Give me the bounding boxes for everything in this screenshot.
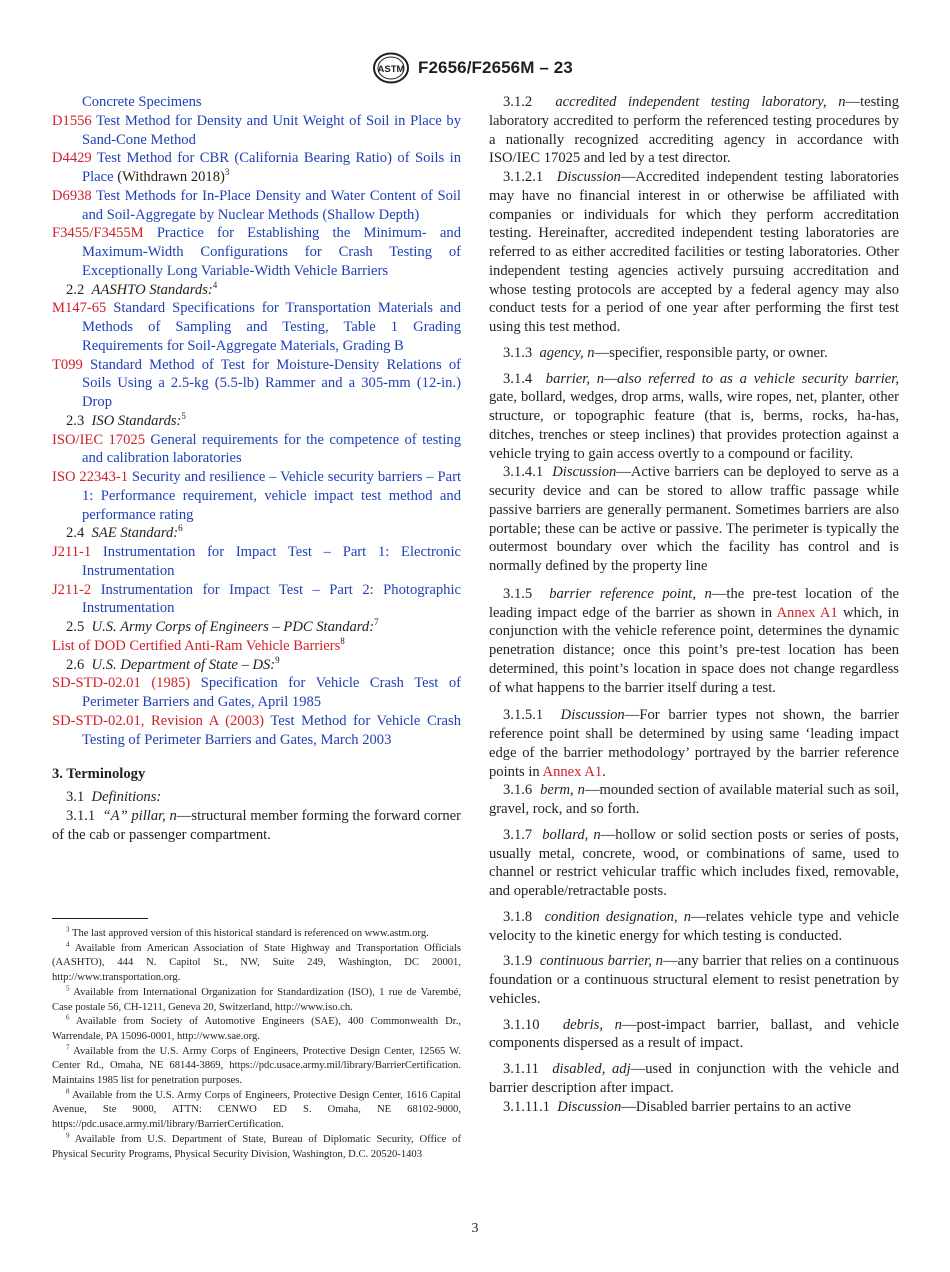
footnote-ref: 7 <box>374 617 379 628</box>
definition-3-1-9 <box>489 952 899 1008</box>
section-number: 3.1.2 <box>503 94 533 110</box>
section-label: U.S. Army Corps of Engineers – PDC Standard: <box>91 619 375 635</box>
left-column <box>52 93 461 844</box>
ref-title[interactable]: Security and resilience – Vehicle security barriers – Part 1: Performance requirement, vehicle impact test method and performance rating <box>82 469 461 523</box>
ref-title[interactable]: Test Methods for In-Place Density and Water Content of Soil and Soil-Aggregate by Nuclear Methods (Shallow Depth) <box>82 187 461 223</box>
ref-code[interactable]: D4429 <box>52 150 92 167</box>
ref-title[interactable]: Specification for Vehicle Crash Test of Perimeter Barriers and Gates, April 1985 <box>82 675 461 710</box>
discussion-text: . <box>602 763 606 780</box>
ref-sd-std-1985 <box>52 674 461 712</box>
ref-title[interactable]: Standard Specifications for Transportation Materials and Methods of Sampling and Testing, Table 1 Grading Requirements for Soil-Aggregate Materials, Grading B <box>82 300 461 354</box>
ref-title[interactable]: Test Method for Vehicle Crash Testing of Perimeter Barriers and Gates, March 2003 <box>82 712 461 748</box>
definition-text: —mounded section of available material such as soil, gravel, rock, and so forth. <box>489 782 899 817</box>
definition-3-1-4 <box>489 370 899 464</box>
definition-3-1-11 <box>489 1060 899 1098</box>
footnote-number: 9 <box>66 1131 70 1140</box>
definition-3-1-10 <box>489 1016 899 1054</box>
footnote-number: 3 <box>66 925 70 934</box>
discussion-label: Discussion <box>552 464 617 481</box>
definition-3-1-5 <box>489 585 899 698</box>
ref-iso-22343 <box>52 468 461 524</box>
definition-text: —any barrier that relies on a continuous foundation or a continuous structural element to resist penetration by vehicles. <box>489 953 900 1007</box>
ref-code[interactable]: SD-STD-02.01 (1985) <box>52 675 191 692</box>
section-number: 3.1.11.1 <box>503 1098 550 1115</box>
ref-code[interactable]: J211-2 <box>52 581 92 598</box>
definition-text: —relates vehicle type and vehicle velocity to the kinetic energy for which testing is conducted. <box>489 908 899 944</box>
footnote-ref: 6 <box>178 523 183 534</box>
footnote-number: 4 <box>66 940 70 949</box>
section-number: 3.1.7 <box>503 826 533 843</box>
section-number: 2.2 <box>66 281 85 298</box>
defined-term: berm, n <box>540 782 585 799</box>
ref-d6938 <box>52 187 461 225</box>
section-number: 3.1.8 <box>503 908 533 925</box>
footnote-text: The last approved version of this historical standard is referenced on www.astm.org. <box>71 928 429 939</box>
ref-title[interactable]: Practice for Establishing the Minimum- and Maximum-Width Configurations for Crash Testing of Exceptionally Long Variable-Width Vehicle Barriers <box>82 225 461 279</box>
section-number: 3.1.3 <box>503 344 533 361</box>
discussion-label: Discussion <box>556 169 621 185</box>
footnote-text: Available from the U.S. Army Corps of Engineers, Protective Design Center, 1616 Capital Avenue, Ste 9000, ATTN: CENWO ED S. Omaha, NE 68102-9000, https://pdc.usace.army.mil/library/BarrierCertification. <box>52 1089 461 1131</box>
definition-3-1-3 <box>489 344 899 363</box>
section-2-6 <box>52 656 461 675</box>
section-number: 3.1.10 <box>503 1016 540 1033</box>
section-number: 2.6 <box>66 656 85 673</box>
section-label: ISO Standards: <box>91 412 182 429</box>
footnote-4 <box>52 942 461 986</box>
ref-m147 <box>52 299 461 355</box>
section-number: 3.1.5.1 <box>503 707 544 724</box>
footnote-ref: 3 <box>224 167 230 178</box>
footnote-number: 7 <box>66 1043 70 1052</box>
defined-term: continuous barrier, n <box>539 953 663 970</box>
ref-code[interactable]: T099 <box>52 356 83 373</box>
discussion-text: —Active barriers can be deployed to serve as a security device and can be stored to allow traffic passage while passive barriers are generally permanent. Sometimes barriers are also portable; these can be active or passive. The perimeter is typically the outermost boundary over which the facility has control and is normally defined by the property line <box>489 464 900 574</box>
ref-code[interactable]: F3455/F3455M <box>52 225 144 242</box>
annex-a1-link[interactable]: Annex A1 <box>776 604 838 621</box>
section-2-2 <box>52 281 461 300</box>
discussion-3-1-2-1 <box>489 168 899 337</box>
footnote-text: Available from Society of Automotive Engineers (SAE), 400 Commonwealth Dr., Warrendale, PA 15096-0001, http://www.sae.org. <box>52 1016 461 1042</box>
section-number: 3.1.6 <box>503 782 533 799</box>
ref-code[interactable]: J211-1 <box>52 544 92 560</box>
section-number: 3.1.4 <box>503 370 533 387</box>
section-label: AASHTO Standards: <box>91 281 213 298</box>
section-number: 3.1.5 <box>503 585 533 602</box>
ref-title[interactable]: Instrumentation for Impact Test – Part 2: Photographic Instrumentation <box>82 581 461 617</box>
ref-t099 <box>52 356 461 412</box>
ref-title[interactable]: General requirements for the competence of testing and calibration laboratories <box>82 431 461 467</box>
definition-text: —post-impact barrier, ballast, and vehicle components dispersed as a result of impact. <box>489 1016 900 1052</box>
ref-withdrawn-note: (Withdrawn 2018) <box>113 169 225 185</box>
section-number: 3.1.2.1 <box>503 169 544 185</box>
section-number: 2.3 <box>66 412 85 429</box>
definition-3-1-7 <box>489 826 899 901</box>
discussion-label: Discussion <box>560 707 625 724</box>
section-label: Definitions: <box>91 789 162 805</box>
footnote-ref: 4 <box>212 279 218 290</box>
discussion-3-1-5-1 <box>489 706 899 781</box>
footnote-ref: 9 <box>275 654 280 665</box>
astm-logo <box>372 52 410 84</box>
ref-title[interactable]: Test Method for CBR (California Bearing Ratio) of Soils in Place <box>82 150 461 185</box>
ref-f3455 <box>52 224 461 280</box>
section-3-heading: 3. Terminology <box>52 766 146 783</box>
section-number: 3.1.1 <box>66 807 96 824</box>
discussion-text: —For barrier types not shown, the barrier reference point shall be determined by using same ‘leading impact edge of the barrier methodology’ portrayed by the barrier reference points in <box>489 707 899 780</box>
ref-code[interactable]: M147-65 <box>52 300 107 317</box>
ref-code[interactable]: SD-STD-02.01, Revision A (2003) <box>52 712 265 729</box>
footnote-ref: 5 <box>181 410 186 421</box>
definition-text: —the pre-test location of the leading impact edge of the barrier as shown in <box>489 585 899 621</box>
section-2-3 <box>52 412 461 431</box>
defined-term: barrier reference point, n <box>549 585 712 602</box>
footnote-text: Available from International Organization for Standardization (ISO), 1 rue de Varembé, Case postale 56, CH-1211, Geneva 20, Switzerland, http://www.iso.ch. <box>52 986 461 1013</box>
section-number: 2.5 <box>66 619 85 635</box>
ref-d4429 <box>52 149 461 187</box>
ref-title[interactable]: Instrumentation for Impact Test – Part 1: Electronic Instrumentation <box>82 544 461 579</box>
ref-code[interactable]: D6938 <box>52 187 92 204</box>
definition-3-1-6 <box>489 781 899 819</box>
ref-code[interactable]: D1556 <box>52 112 92 129</box>
discussion-3-1-4-1 <box>489 463 899 576</box>
footnotes <box>52 927 461 1162</box>
defined-term: bollard, n <box>542 826 601 843</box>
definition-text: —used in conjunction with the vehicle and barrier description after impact. <box>489 1061 900 1096</box>
right-column <box>489 93 899 1116</box>
section-label: U.S. Department of State – DS: <box>91 656 276 673</box>
definition-text: which, in conjunction with the vehicle reference point, determines the dynamic penetration distance; once this point’s pre-test location has been determined, this point’s location in space does not change regardless of what happens to the barrier itself during a test. <box>489 604 899 696</box>
definition-text: gate, bollard, wedges, drop arms, walls, wire ropes, net, planter, other structure, or topographic feature (that is, berms, rocks, ha-has, ditches, trenches or steep inclines) that provides protection against a vehicle trying to gain access overtly to a compound or facility. <box>489 389 899 462</box>
section-number: 3.1.4.1 <box>503 464 544 481</box>
ref-d1556 <box>52 112 461 150</box>
section-3-1 <box>52 788 461 807</box>
footnote-number: 6 <box>66 1013 70 1022</box>
footnote-divider <box>52 918 148 919</box>
discussion-label: Discussion <box>557 1098 622 1115</box>
footnote-9 <box>52 1133 461 1162</box>
ref-title[interactable]: Test Method for Density and Unit Weight of Soil in Place by Sand-Cone Method <box>82 112 461 148</box>
ref-code[interactable]: List of DOD Certified Anti-Ram Vehicle Barriers <box>52 637 341 654</box>
defined-term: barrier, n—also referred to as a vehicle security barrier, <box>545 370 899 387</box>
ref-code[interactable]: ISO 22343-1 <box>52 469 129 485</box>
definition-text: —structural member forming the forward corner of the cab or passenger compartment. <box>52 807 461 843</box>
footnote-number: 8 <box>66 1087 70 1096</box>
footnote-text: Available from the U.S. Army Corps of Engineers, Protective Design Center, 12565 W. Center Rd., Omaha, NE 68144-3869, https://pdc.usace.army.mil/library/BarrierCertification. Maintains 1985 list for penetration purposes. <box>52 1045 461 1087</box>
section-number: 3.1 <box>66 789 85 805</box>
page-header <box>0 52 950 86</box>
defined-term: “A” pillar, n <box>102 807 177 824</box>
footnote-text: Available from U.S. Department of State, Bureau of Diplomatic Security, Office of Physical Security Programs, Physical Security Division, Washington, D.C. 20520-1403 <box>52 1133 461 1160</box>
footnote-ref: 8 <box>340 635 345 646</box>
ref-j211-1 <box>52 543 461 581</box>
standard-designation: F2656/F2656M – 23 <box>418 58 573 77</box>
discussion-text: —Accredited independent testing laboratories may have no financial interest in or otherwise be affiliated with companies or individuals for which they perform accreditation testing. Hereinafter, accredited independent testing laboratories are referred to as either accredited facilities or testing laboratories. Other independent testing agencies actively pursuing accreditation and whose testing protocols are accepted by a federal agency may also conduct tests for a period of one year after performing the first test using this test method. <box>489 169 899 335</box>
defined-term: condition designation, n <box>544 908 692 925</box>
footnote-7 <box>52 1045 461 1089</box>
definition-3-1-2 <box>489 93 899 168</box>
definition-3-1-1 <box>52 807 461 845</box>
footnote-3 <box>52 927 461 942</box>
ref-sd-std-2003 <box>52 712 461 750</box>
discussion-text: —Disabled barrier pertains to an active <box>621 1098 852 1115</box>
footnote-text: Available from American Association of State Highway and Transportation Officials (AASHTO), 444 N. Capitol St., NW, Suite 249, Washington, DC 20001, http://www.transportation.org. <box>52 942 461 984</box>
astm-logo-text: ASTM <box>377 64 405 75</box>
definition-3-1-8 <box>489 908 899 946</box>
ref-code[interactable]: ISO/IEC 17025 <box>52 431 145 448</box>
section-number: 3.1.11 <box>503 1061 539 1077</box>
section-number: 3.1.9 <box>503 953 533 970</box>
definition-text: —testing laboratory accredited to perform the referenced testing procedures by a nationally recognized accrediting agency in accordance with ISO/IEC 17025 and led by a test director. <box>489 94 900 167</box>
defined-term: accredited independent testing laboratory, n <box>555 94 846 110</box>
footnote-6 <box>52 1015 461 1044</box>
section-number: 2.4 <box>66 525 85 542</box>
page-number: 3 <box>471 1221 479 1236</box>
footnote-5 <box>52 986 461 1015</box>
definition-text: —hollow or solid section posts or series of posts, usually metal, concrete, wood, or combinations of same, used to channel or restrict vehicular traffic which includes fixed, removable, and operable/retractable posts. <box>489 826 900 899</box>
definition-text: —specifier, responsible party, or owner. <box>594 344 828 361</box>
ref-title[interactable]: Standard Method of Test for Moisture-Density Relations of Soils Using a 2.5-kg (5.5-lb) Rammer and a 305-mm (12-in.) Drop <box>82 356 461 410</box>
footnote-number: 5 <box>66 984 70 993</box>
ref-dod-list <box>52 637 461 656</box>
defined-term: agency, n <box>539 344 595 361</box>
defined-term: debris, n <box>562 1016 622 1033</box>
ref-continuation: Concrete Specimens <box>82 94 202 110</box>
section-2-4 <box>52 524 461 543</box>
ref-j211-2 <box>52 581 461 619</box>
ref-iso-17025 <box>52 431 461 469</box>
footnote-8 <box>52 1089 461 1133</box>
annex-a1-link[interactable]: Annex A1 <box>542 763 603 780</box>
section-2-5 <box>52 618 461 637</box>
discussion-3-1-11-1 <box>489 1098 899 1117</box>
defined-term: disabled, adj <box>552 1061 631 1077</box>
section-label: SAE Standard: <box>91 525 179 542</box>
